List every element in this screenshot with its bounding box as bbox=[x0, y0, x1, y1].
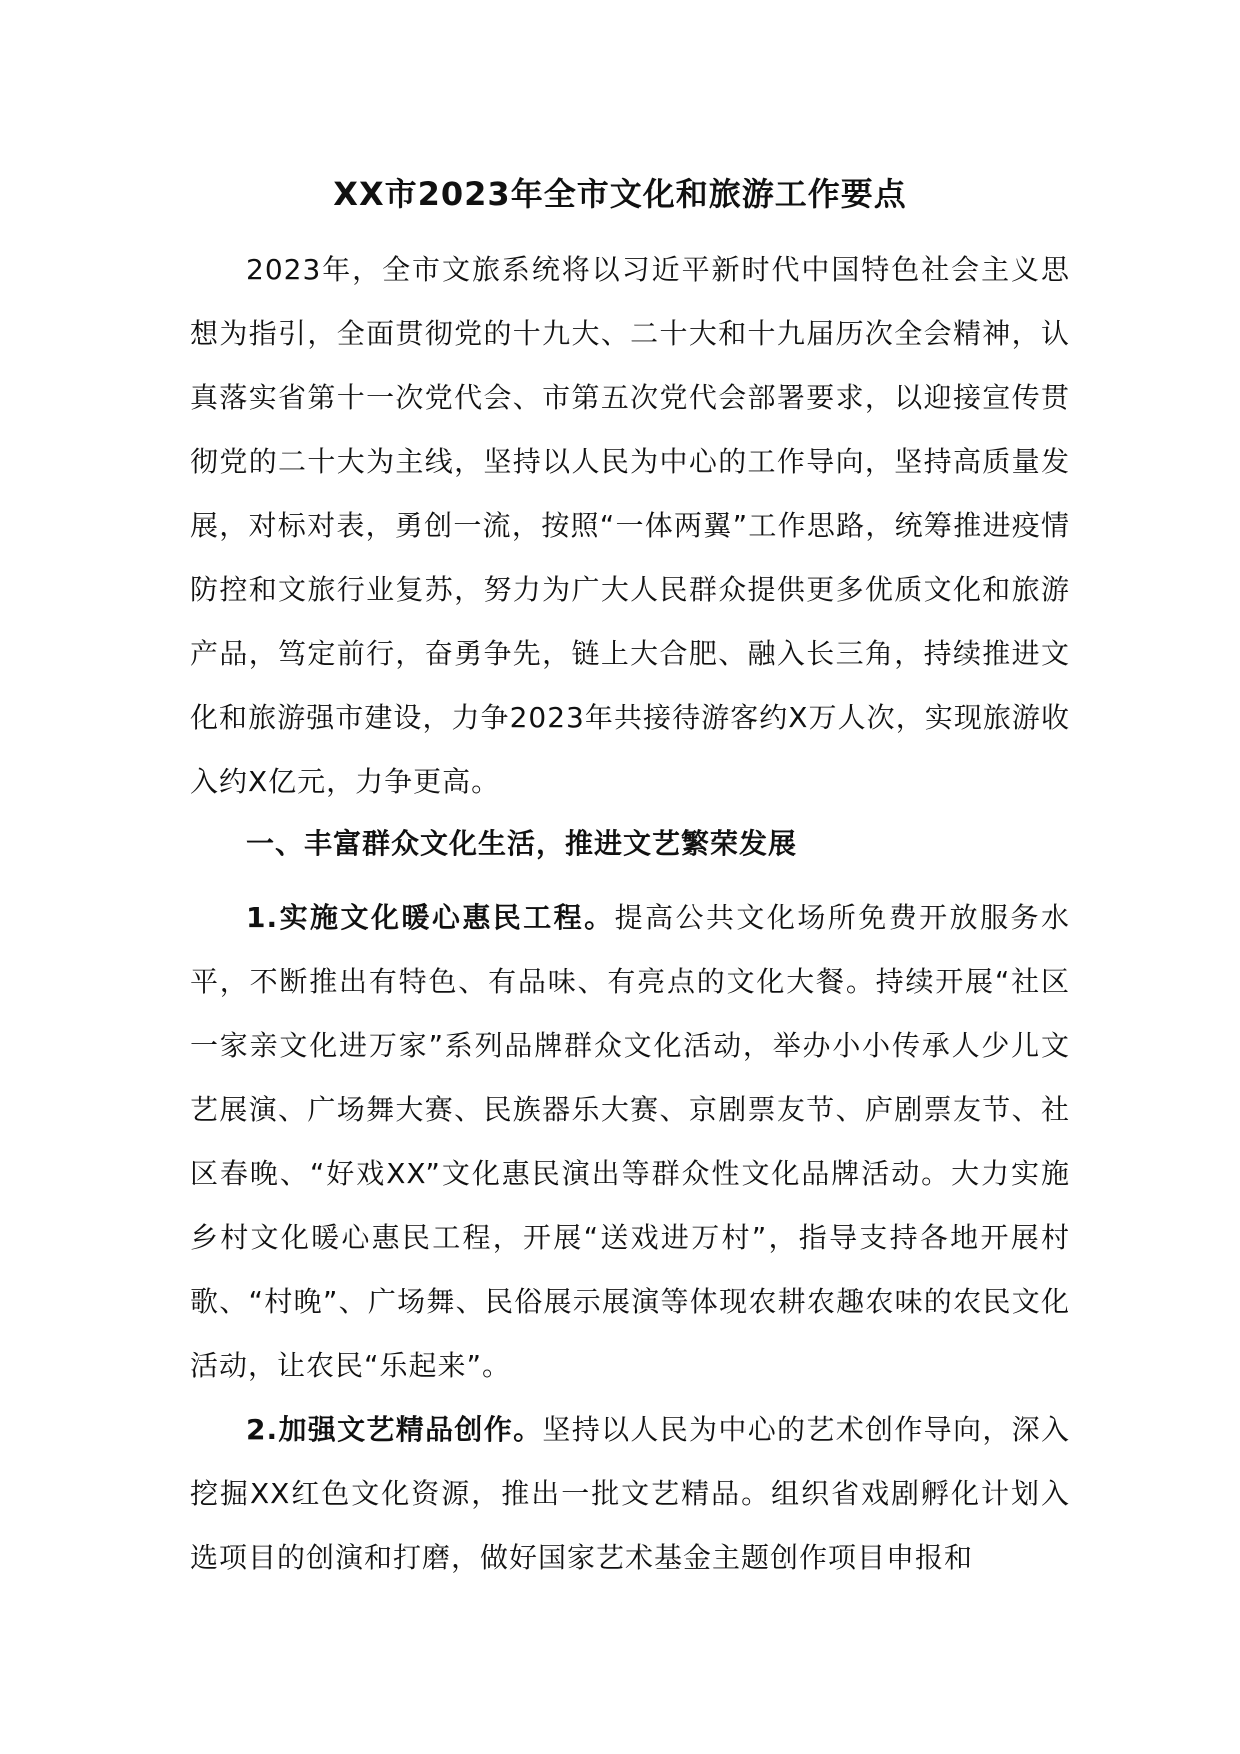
intro-paragraph: 2023年，全市文旅系统将以习近平新时代中国特色社会主义思想为指引，全面贯彻党的十九大、二十大和十九届历次全会精神，认真落实省第十一次党代会、市第五次党代会部署要求，以迎接宣传贯彻党的二十大为主线，坚持以人民为中心的工作导向，坚持高质量发展，对标对表，勇创一流，按照“一体两翼”工作思路，统筹推进疫情防控和文旅行业复苏，努力为广大人民群众提供更多优质文化和旅游产品，笃定前行，奋勇争先，链上大合肥、融入长三角，持续推进文化和旅游强市建设，力争2023年共接待游客约X万人次，实现旅游收入约X亿元，力争更高。 bbox=[190, 253, 1070, 798]
item-2-lead: 2.加强文艺精品创作。 bbox=[246, 1413, 543, 1446]
item-2-paragraph bbox=[190, 1398, 1070, 1590]
item-1-lead: 1.实施文化暖心惠民工程。 bbox=[246, 901, 615, 934]
document-title: XX市2023年全市文化和旅游工作要点 bbox=[333, 175, 907, 213]
item-1-paragraph bbox=[190, 886, 1070, 1398]
item-2-text: 坚持以人民为中心的艺术创作导向，深入挖掘XX红色文化资源，推出一批文艺精品。组织省戏剧孵化计划入选项目的创演和打磨，做好国家艺术基金主题创作项目申报和 bbox=[190, 1413, 1070, 1574]
section-heading-1: 一、丰富群众文化生活，推进文艺繁荣发展 bbox=[246, 827, 798, 860]
item-1-text: 提高公共文化场所免费开放服务水平，不断推出有特色、有品味、有亮点的文化大餐。持续开展“社区一家亲文化进万家”系列品牌群众文化活动，举办小小传承人少儿文艺展演、广场舞大赛、民族器乐大赛、京剧票友节、庐剧票友节、社区春晚、“好戏XX”文化惠民演出等群众性文化品牌活动。大力实施乡村文化暖心惠民工程，开展“送戏进万村”，指导支持各地开展村歌、“村晚”、广场舞、民俗展示展演等体现农耕农趣农味的农民文化活动，让农民“乐起来”。 bbox=[190, 901, 1070, 1382]
